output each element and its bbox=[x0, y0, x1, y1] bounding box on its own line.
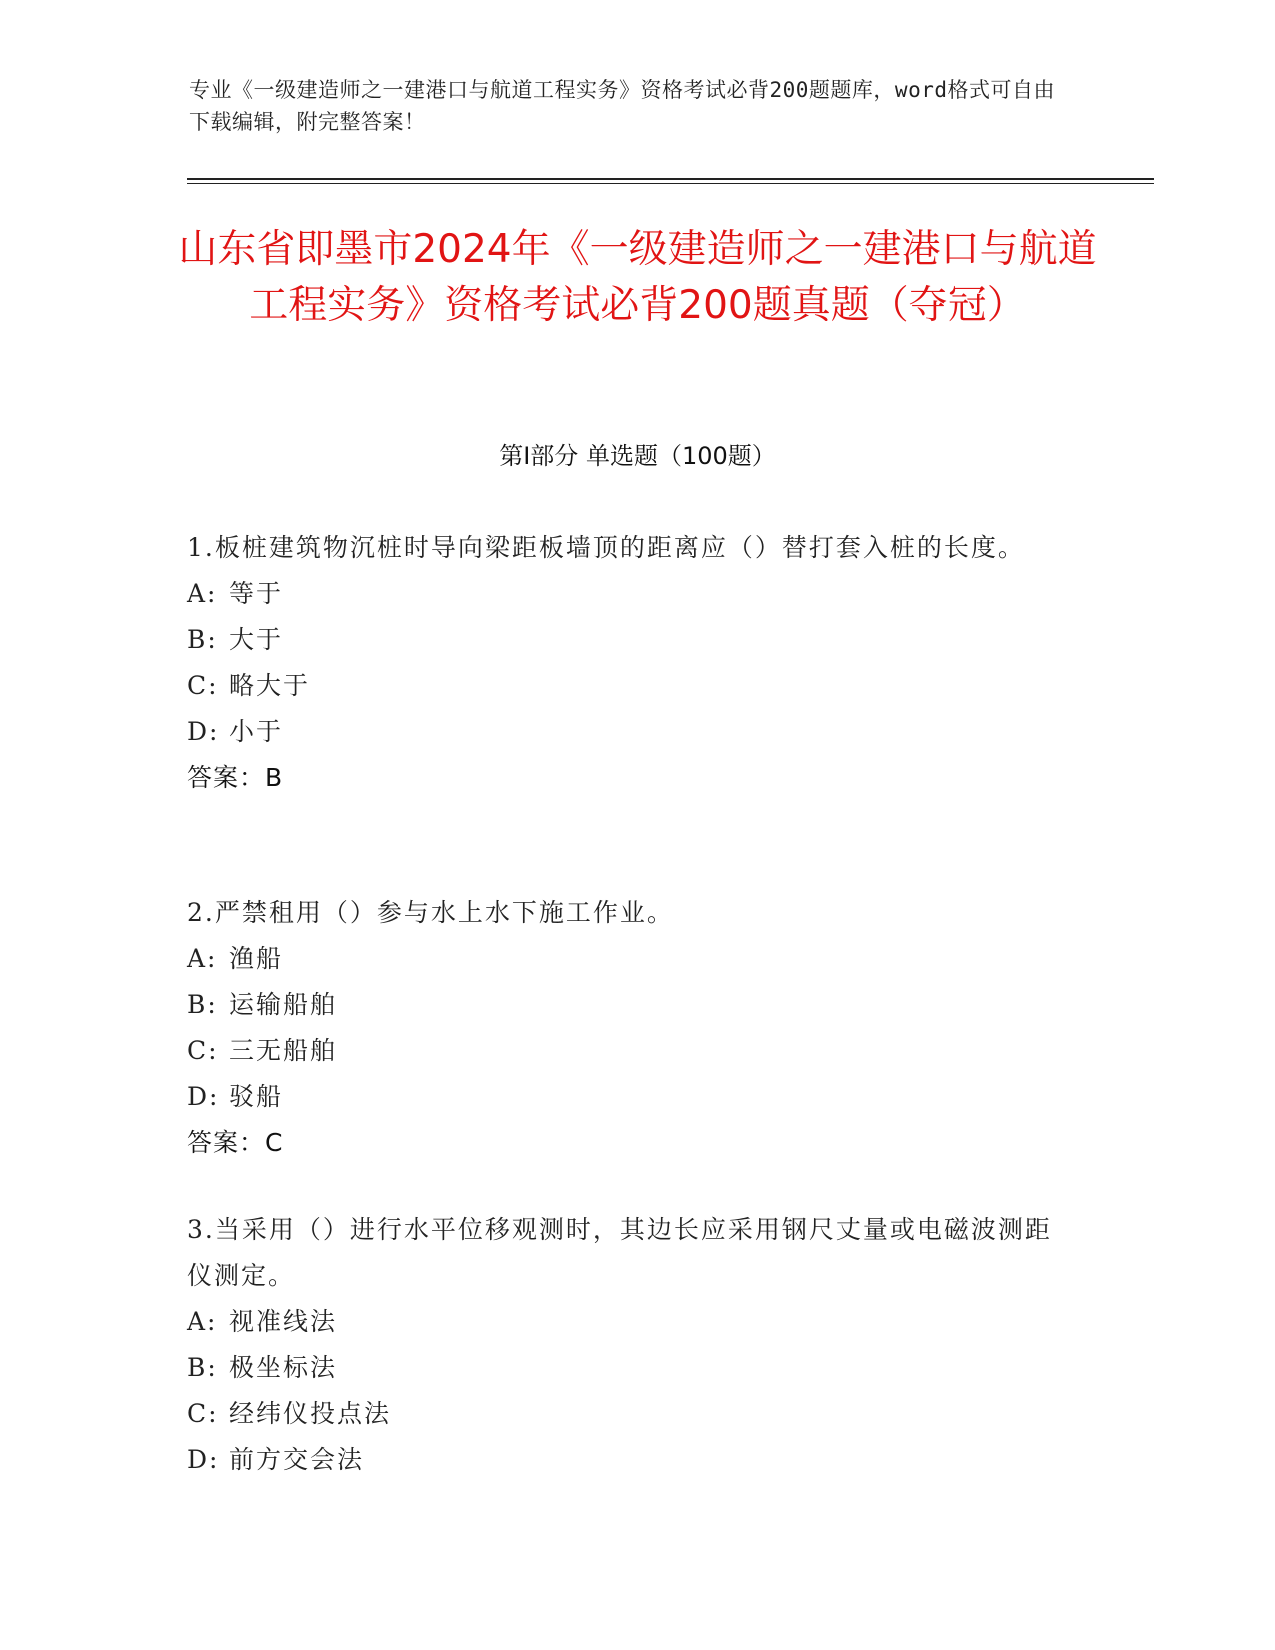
option-key: C: bbox=[187, 1036, 219, 1065]
option-key: D: bbox=[187, 1445, 220, 1474]
option-text: 略大于 bbox=[229, 671, 311, 700]
option-text: 驳船 bbox=[229, 1082, 284, 1111]
option-text: 前方交会法 bbox=[229, 1445, 365, 1474]
option-c bbox=[187, 663, 1067, 709]
option-text: 等于 bbox=[229, 579, 284, 608]
question-2 bbox=[187, 890, 1067, 1166]
answer: 答案：C bbox=[187, 1128, 284, 1157]
option-key: A: bbox=[187, 944, 218, 973]
option-b bbox=[187, 617, 1067, 663]
document-title: 山东省即墨市2024年《一级建造师之一建港口与航道工程实务》资格考试必背200题真题（夺冠） bbox=[178, 227, 1097, 328]
option-text: 极坐标法 bbox=[229, 1353, 338, 1382]
question-stem: 3.当采用（）进行水平位移观测时，其边长应采用钢尺丈量或电磁波测距仪测定。 bbox=[187, 1215, 1052, 1290]
option-key: B: bbox=[187, 990, 218, 1019]
header-rule-thin bbox=[187, 183, 1154, 184]
option-key: A: bbox=[187, 1307, 218, 1336]
option-key: B: bbox=[187, 625, 218, 654]
option-d bbox=[187, 709, 1067, 755]
option-c bbox=[187, 1391, 1067, 1437]
option-a bbox=[187, 936, 1067, 982]
option-text: 视准线法 bbox=[229, 1307, 338, 1336]
option-text: 三无船舶 bbox=[229, 1036, 338, 1065]
option-d bbox=[187, 1437, 1067, 1483]
question-stem: 2.严禁租用（）参与水上水下施工作业。 bbox=[187, 898, 674, 927]
option-key: C: bbox=[187, 1399, 219, 1428]
option-text: 运输船舶 bbox=[229, 990, 338, 1019]
option-key: D: bbox=[187, 717, 220, 746]
option-b bbox=[187, 982, 1067, 1028]
option-key: D: bbox=[187, 1082, 220, 1111]
option-d bbox=[187, 1074, 1067, 1120]
option-b bbox=[187, 1345, 1067, 1391]
option-a bbox=[187, 571, 1067, 617]
option-key: B: bbox=[187, 1353, 218, 1382]
header-rule-thick bbox=[187, 178, 1154, 180]
option-key: A: bbox=[187, 579, 218, 608]
question-3 bbox=[187, 1207, 1067, 1483]
option-text: 渔船 bbox=[229, 944, 284, 973]
option-text: 大于 bbox=[229, 625, 284, 654]
question-stem: 1.板桩建筑物沉桩时导向梁距板墙顶的距离应（）替打套入桩的长度。 bbox=[187, 533, 1025, 562]
answer: 答案：B bbox=[187, 763, 284, 792]
header-note: 专业《一级建造师之一建港口与航道工程实务》资格考试必背200题题库，word格式可自由下载编辑，附完整答案！ bbox=[189, 78, 1055, 134]
option-text: 经纬仪投点法 bbox=[229, 1399, 392, 1428]
section-title: 第I部分 单选题（100题） bbox=[499, 442, 776, 470]
option-key: C: bbox=[187, 671, 219, 700]
option-c bbox=[187, 1028, 1067, 1074]
question-1 bbox=[187, 525, 1067, 801]
option-a bbox=[187, 1299, 1067, 1345]
option-text: 小于 bbox=[229, 717, 284, 746]
